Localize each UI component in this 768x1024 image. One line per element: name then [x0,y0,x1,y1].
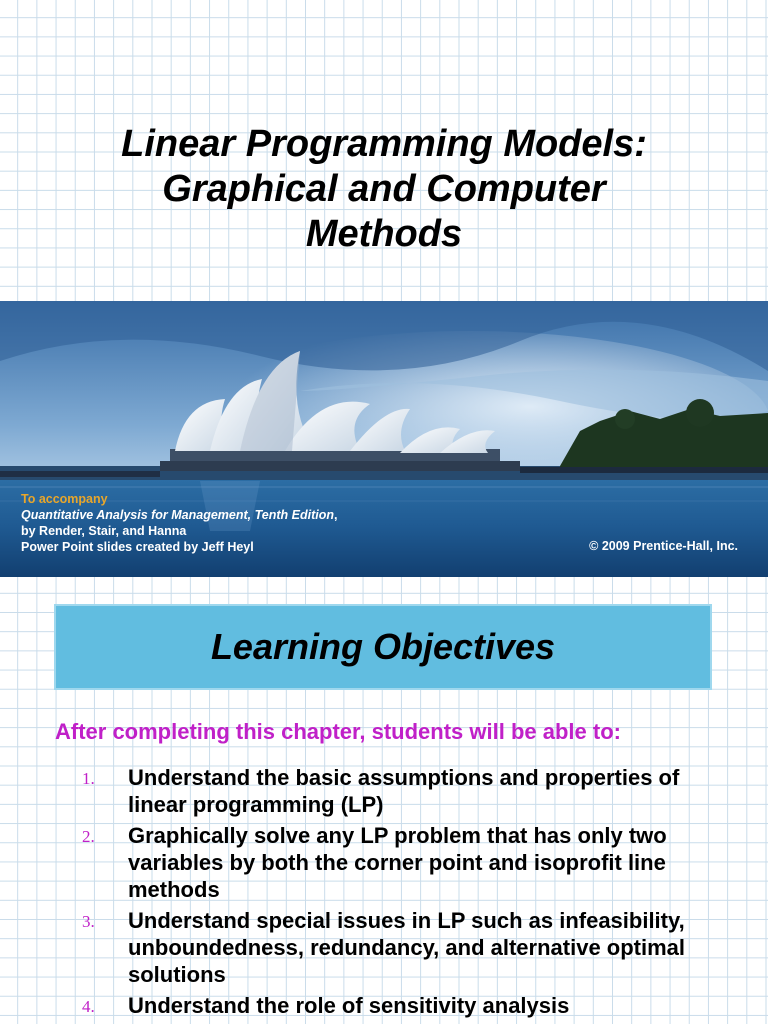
book-title: Quantitative Analysis for Management, Tenth Edition [21,508,335,522]
objectives-heading-box [54,604,712,690]
list-item [0,822,768,903]
title-line-3: Methods [305,213,463,255]
list-item [0,764,768,818]
list-item-text: Understand special issues in LP such as infeasibility, unboundedness, redundancy, and alternative optimal solutions [128,908,686,987]
authors-line: by Render, Stair, and Hanna [21,524,187,538]
title-line-2: Graphical and Computer [162,168,606,210]
book-title-row [21,507,338,523]
list-item-text: Understand the basic assumptions and properties of linear programming (LP) [128,765,680,817]
objectives-heading: Learning Objectives [210,626,556,667]
slide-title [0,122,768,257]
list-item-number: 2. [82,827,95,846]
list-item [0,907,768,988]
banner-credits [21,491,338,555]
slides-credit-line: Power Point slides created by Jeff Heyl [21,540,254,554]
book-title-suffix: , [334,508,338,522]
list-item-text: Understand the role of sensitivity analysis [128,993,570,1018]
title-line-1: Linear Programming Models: [121,123,647,165]
list-item-number: 1. [82,769,95,788]
objectives-intro: After completing this chapter, students will be able to: [55,719,621,744]
list-item-number: 4. [82,997,95,1016]
objectives-list [0,764,768,1023]
to-accompany-label: To accompany [21,492,108,506]
list-item-number: 3. [82,912,95,931]
list-item [0,992,768,1019]
list-item-text: Graphically solve any LP problem that has only two variables by both the corner point and isoprofit line methods [128,823,667,902]
copyright-notice: © 2009 Prentice-Hall, Inc. [589,539,738,553]
